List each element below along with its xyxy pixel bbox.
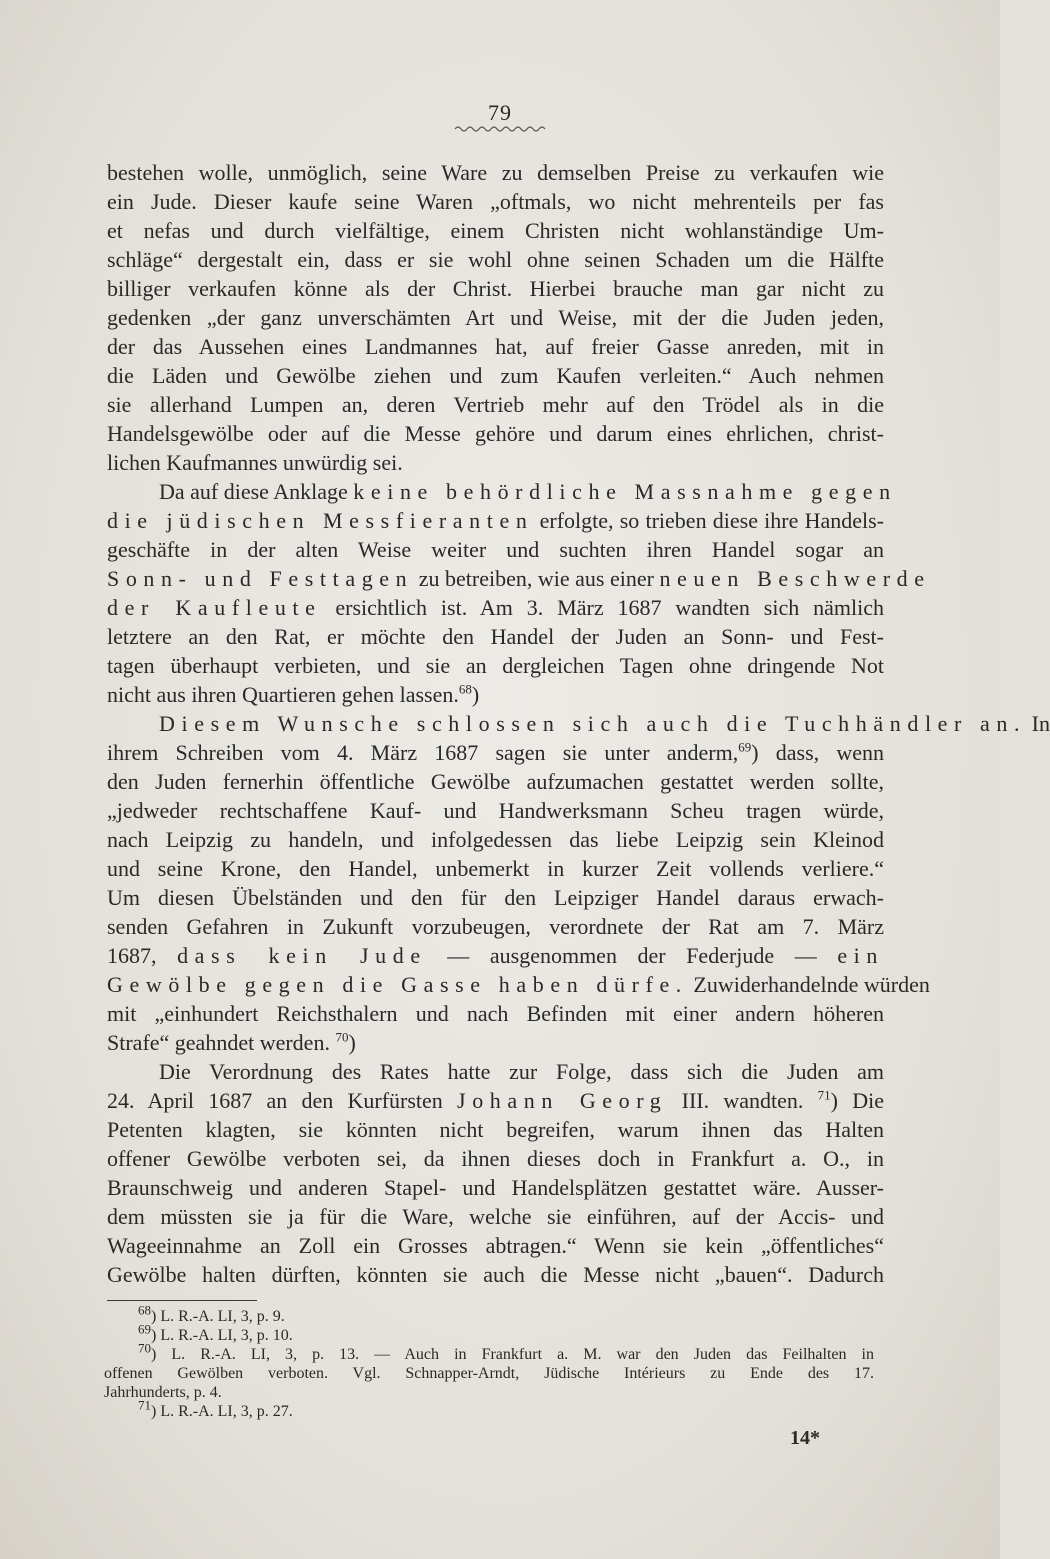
- footnote-ref: 70: [335, 1029, 349, 1045]
- text-line: ein Jude. Dieser kaufe seine Waren „oftmals, wo nicht mehrenteils per fas: [107, 189, 884, 214]
- footnote-text: L. R.-A. LI, 3, p. 27.: [160, 1403, 293, 1420]
- text-line: der Kaufleute ersichtlich ist. Am 3. März 1687 wandten sich nämlich: [107, 595, 884, 620]
- text-line: gedenken „der ganz unverschämten Art und Weise, mit der die Juden jeden,: [107, 305, 884, 330]
- text-line: 1687, dass kein Jude — ausgenommen der Federjude — ein: [107, 943, 884, 968]
- footnote-ref: 71: [817, 1087, 831, 1103]
- text-line: nach Leipzig zu handeln, und infolgedessen das liebe Leipzig sein Kleinod: [107, 827, 884, 852]
- spaced-emphasis: die jüdischen Messfieranten: [107, 508, 534, 533]
- text-line: dem müssten sie ja für die Ware, welche sie einführen, auf der Accis- und: [107, 1204, 884, 1229]
- spaced-emphasis: neuen Beschwerde: [659, 566, 931, 591]
- text-line: ihrem Schreiben vom 4. März 1687 sagen sie unter anderm,$^{69}$) dass, wenn: [107, 739, 884, 765]
- footnote-separator: [107, 1300, 257, 1301]
- footnote-text: L. R.-A. LI, 3, p. 10.: [160, 1327, 293, 1344]
- text-line: et nefas und durch vielfältige, einem Christen nicht wohlanständige Um-: [107, 218, 884, 243]
- text-line: die jüdischen Messfieranten erfolgte, so trieben diese ihre Handels-: [107, 508, 884, 533]
- text-line: tagen überhaupt verbieten, und sie an dergleichen Tagen ohne dringende Not: [107, 653, 884, 678]
- footnote-mark: 69: [138, 1321, 151, 1337]
- footnote-text: L. R.-A. LI, 3, p. 9.: [160, 1308, 285, 1325]
- text-line: schläge“ dergestalt ein, dass er sie wohl ohne seinen Schaden um die Hälfte: [107, 247, 884, 272]
- text-line: Sonn- und Festtagen zu betreiben, wie aus einer neuen Beschwerde: [107, 566, 931, 591]
- text-line: Um diesen Übelständen und den für den Leipziger Handel daraus erwach-: [107, 885, 884, 910]
- spaced-emphasis: Sonn- und Festtagen: [107, 566, 414, 591]
- footnotes: [104, 1302, 875, 1421]
- text-line: Diesem Wunsche schlossen sich auch die Tuchhändler an. In: [159, 711, 1050, 736]
- text-line: bestehen wolle, unmöglich, seine Ware zu demselben Preise zu verkaufen wie: [107, 160, 884, 185]
- spaced-emphasis: ein: [837, 943, 884, 968]
- page-number-ornament: [455, 124, 545, 134]
- spaced-emphasis: Johann Georg: [457, 1088, 668, 1113]
- text-line: Wageeinnahme an Zoll ein Grosses abtragen.“ Wenn sie kein „öffentliches“: [107, 1233, 884, 1258]
- footnote-text: L. R.-A. LI, 3, p. 13. — Auch in Frankfurt a. M. war den Juden das Feilhalten in: [171, 1346, 875, 1363]
- text-line: Die Verordnung des Rates hatte zur Folge, dass sich die Juden am: [159, 1059, 884, 1084]
- text-line: letztere an den Rat, er möchte den Handel der Juden an Sonn- und Fest-: [107, 624, 884, 649]
- text-line: Petenten klagten, sie könnten nicht begreifen, warum ihnen das Halten: [107, 1117, 884, 1142]
- text-line: nicht aus ihren Quartieren gehen lassen.$^{68}$): [107, 681, 480, 707]
- footnote-continuation: Jahrhunderts, p. 4.: [104, 1384, 222, 1401]
- text-line: lichen Kaufmannes unwürdig sei.: [107, 450, 403, 475]
- footnote-ref: 69: [738, 739, 752, 755]
- text-line: billiger verkaufen könne als der Christ. Hierbei brauche man gar nicht zu: [107, 276, 884, 301]
- text-line: mit „einhundert Reichsthalern und nach Befinden mit einer andern höheren: [107, 1001, 884, 1026]
- main-text: [107, 158, 1050, 1289]
- footnote-mark: 68: [138, 1302, 151, 1318]
- text-line: die Läden und Gewölbe ziehen und zum Kaufen verleiten.“ Auch nehmen: [107, 363, 884, 388]
- text-line: den Juden fernerhin öffentliche Gewölbe aufzumachen gestattet werden sollte,: [107, 769, 884, 794]
- text-segment: Strafe“ geahndet werden.: [107, 1030, 330, 1055]
- text-line: Braunschweig und anderen Stapel- und Handelsplätzen gestattet wäre. Ausser-: [107, 1175, 884, 1200]
- footnote: $^{68}$) L. R.-A. LI, 3, p. 9.: [138, 1302, 285, 1325]
- text-line: der das Aussehen eines Landmannes hat, auf freier Gasse anreden, mit in: [107, 334, 884, 359]
- footnote-mark: 70: [138, 1340, 151, 1356]
- text-segment: nicht aus ihren Quartieren gehen lassen.: [107, 682, 459, 707]
- footnote: $^{71}$) L. R.-A. LI, 3, p. 27.: [138, 1397, 293, 1420]
- page-number: 79: [488, 100, 512, 125]
- text-line: 24. April 1687 an den Kurfürsten Johann Georg III. wandten. $^{71}$) Die: [107, 1087, 884, 1113]
- text-line: und seine Krone, den Handel, unbemerkt in kurzer Zeit vollends verliere.“: [107, 856, 884, 881]
- text-line: „jedweder rechtschaffene Kauf- und Handwerksmann Scheu tragen würde,: [107, 798, 884, 823]
- text-segment: ihrem Schreiben vom 4. März 1687 sagen sie unter anderm,: [107, 740, 739, 765]
- footnote: $^{69}$) L. R.-A. LI, 3, p. 10.: [138, 1321, 293, 1344]
- text-line: Handelsgewölbe oder auf die Messe gehöre und darum eines ehrlichen, christ-: [107, 421, 884, 446]
- text-line: Da auf diese Anklage keine behördliche Massnahme gegen: [159, 479, 897, 504]
- footnote-ref: 68: [458, 681, 472, 697]
- spaced-emphasis: keine behördliche Massnahme gegen: [353, 479, 897, 504]
- spaced-emphasis: Diesem Wunsche schlossen sich auch die Tuchhändler an.: [159, 711, 1027, 736]
- spaced-emphasis: der Kaufleute: [107, 595, 322, 620]
- text-line: Gewölbe gegen die Gasse haben dürfe. Zuwiderhandelnde würden: [107, 972, 930, 997]
- footnote-mark: 71: [138, 1397, 151, 1413]
- text-line: offener Gewölbe verboten sei, da ihnen dieses doch in Frankfurt a. O., in: [107, 1146, 884, 1171]
- footnote: $^{70}$) L. R.-A. LI, 3, p. 13. — Auch in Frankfurt a. M. war den Juden das Feilhalten in: [138, 1340, 875, 1363]
- text-line: geschäfte in der alten Weise weiter und suchten ihren Handel sogar an: [107, 537, 884, 562]
- text-line: Strafe“ geahndet werden. $^{70}$): [107, 1029, 356, 1055]
- signature-mark: 14*: [790, 1427, 820, 1449]
- spaced-emphasis: Gewölbe gegen die Gasse haben dürfe.: [107, 972, 688, 997]
- footnote-continuation: offenen Gewölben verboten. Vgl. Schnapper-Arndt, Jüdische Intérieurs zu Ende des 17.: [104, 1365, 874, 1382]
- text-line: senden Gefahren in Zukunft vorzubeugen, verordnete der Rat am 7. März: [107, 914, 884, 939]
- text-line: sie allerhand Lumpen an, deren Vertrieb mehr auf den Trödel als in die: [107, 392, 884, 417]
- text-line: Gewölbe halten dürften, könnten sie auch die Messe nicht „bauen“. Dadurch: [107, 1262, 884, 1287]
- spaced-emphasis: dass kein Jude: [177, 943, 427, 968]
